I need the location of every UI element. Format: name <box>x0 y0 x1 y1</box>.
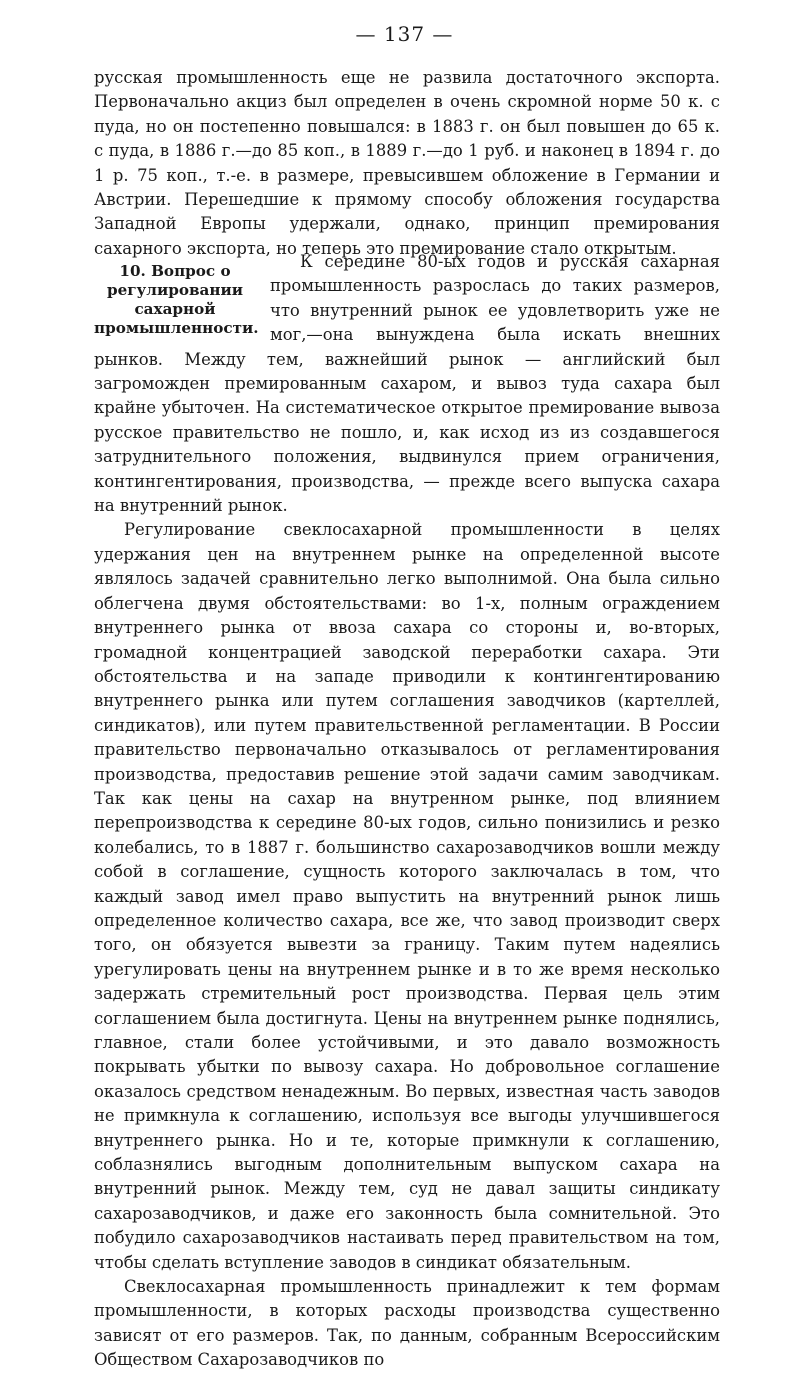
paragraph-4: Свеклосахарная промышленность принадлежит к тем формам промышленности, в которых расходы производства существенно зависят от его размеров. Так, по данным, собранным Всероссийским Обществом Сахарозаводчиков по <box>94 1277 720 1370</box>
page-number: — 137 — <box>355 22 454 46</box>
text-block-top <box>94 66 720 261</box>
text-block-main <box>94 250 720 1373</box>
paragraph-2: К середине 80-ых годов и русская сахарная промышленность разрослась до таких размеров, что внутренний рынок ее удовлетворить уже не мог,—она вынуждена была искать внешних рынков. Между тем, важнейший рынок — английский был загроможден премированным сахаром, и вывоз туда сахара был крайне убыточен. На систематическое открытое премирование вывоза русское правительство не пошло, и, как исход из из создавшегося затруднительного положения, выдвинулся прием ограничения, контингентирования, производства, — прежде всего выпуска сахара на внутренний рынок. <box>94 252 720 516</box>
section-heading: 10. Вопрос о регулировании сахарной промышленности. <box>94 262 259 337</box>
paragraph-3: Регулирование свеклосахарной промышленности в целях удержания цен на внутреннем рынке на определенной высоте являлось задачей сравнительно легко выполнимой. Она была сильно облегчена двумя обстоятельствами: во 1-х, полным ограждением внутреннего рынка от ввоза сахара со стороны и, во-вторых, громадной концентрацией заводской переработки сахара. Эти обстоятельства и на западе приводили к контингентированию внутреннего рынка или путем соглашения заводчиков (картеллей, синдикатов), или путем правительственной регламентации. В России правительство первоначально отказывалось от регламентирования производства, предоставив решение этой задачи самим заводчикам. Так как цены на сахар на внутренном рынке, под влиянием перепроизводства к середине 80-ых годов, сильно понизились и резко колебались, то в 1887 г. большинство сахарозаводчиков вошли между собой в соглашение, сущность которого заключалась в том, что каждый завод имел право выпустить на внутренний рынок лишь определенное количество сахара, все же, что завод производит сверх того, он обязуется вывезти за границу. Таким путем надеялись урегулировать цены на внутреннем рынке и в то же время несколько задержать стремительный рост производства. Первая цель этим соглашением была достигнута. Цены на внутреннем рынке поднялись, главное, стали более устойчивыми, и это давало возможность покрывать убытки по вывозу сахара. Но добровольное соглашение оказалось средством ненадежным. Во первых, известная часть заводов не примкнула к соглашению, используя все выгоды улучшившегося внутреннего рынка. Но и те, которые примкнули к соглашению, соблазнялись выгодным дополнительным выпуском сахара на внутренний рынок. Между тем, суд не давал защиты синдикату сахарозаводчиков, и даже его законность была сомнительной. Это побудило сахарозаводчиков настаивать перед правительством на том, чтобы сделать вступление заводов в синдикат обязательным. <box>94 520 720 1272</box>
paragraph-1: русская промышленность еще не развила достаточного экспорта. Первоначально акциз был определен в очень скромной норме 50 к. с пуда, но он постепенно повышался: в 1883 г. он был повышен до 65 к. с пуда, в 1886 г.—до 85 коп., в 1889 г.—до 1 руб. и наконец в 1894 г. до 1 р. 75 коп., т.-е. в размере, превысившем обложение в Германии и Австрии. Перешедшие к прямому способу обложения государства Западной Европы удержали, однако, принцип премирования сахарного экспорта, но теперь это премирование стало открытым. <box>94 68 720 258</box>
